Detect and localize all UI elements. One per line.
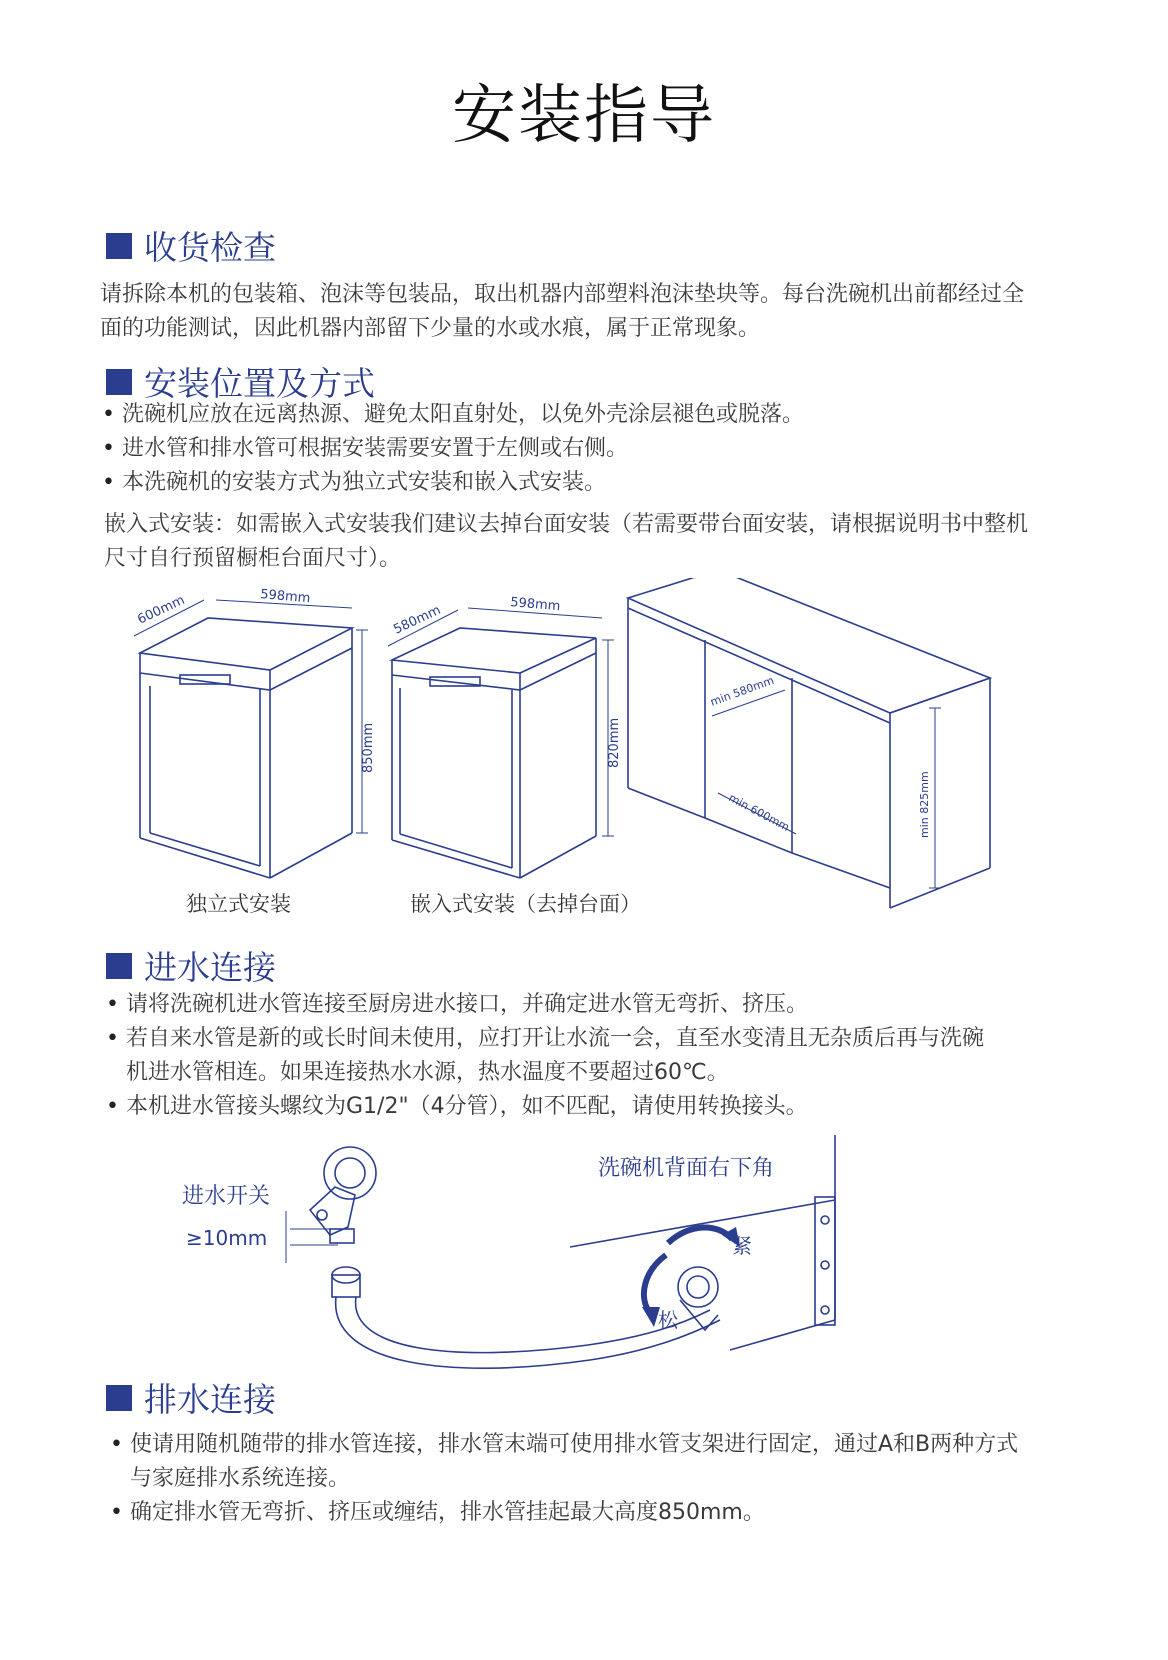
cabinet-min-width-label: min 600mm: [726, 791, 792, 834]
section-heading-text: 安装位置及方式: [144, 364, 375, 403]
freestanding-depth-label: 600mm: [135, 592, 188, 628]
section-heading-inlet: [106, 942, 276, 989]
list-item: • 本机进水管接头螺纹为G1/2"（4分管），如不匹配，请使用转换接头。: [104, 1090, 1004, 1124]
square-bullet-icon: [106, 953, 132, 979]
page-title: 安装指导: [452, 79, 716, 153]
cabinet-min-depth-label: min 580mm: [708, 673, 776, 709]
builtin-depth-label: 580mm: [391, 602, 444, 638]
section-heading-text: 收货检查: [144, 228, 276, 267]
gap-label: ≥10mm: [186, 1226, 268, 1250]
list-item: • 确定排水管无弯折、挤压或缠结，排水管挂起最大高度850mm。: [108, 1496, 1038, 1530]
cabinet-min-height-label: min 825mm: [918, 771, 931, 838]
valve-label: 进水开关: [182, 1184, 271, 1209]
section-heading-drain: [106, 1374, 276, 1421]
square-bullet-icon: [106, 1385, 132, 1411]
square-bullet-icon: [106, 369, 132, 395]
corner-label: 洗碗机背面右下角: [598, 1156, 775, 1181]
builtin-height-label: 820mm: [607, 717, 622, 768]
section-heading-text: 排水连接: [144, 1380, 276, 1419]
loosen-label: 松: [658, 1308, 678, 1332]
inlet-bullets: [104, 988, 1004, 1124]
section-heading-text: 进水连接: [144, 948, 276, 987]
cabinet-niche: [628, 578, 990, 908]
freestanding-height-label: 850mm: [361, 722, 376, 773]
hose-connector: [678, 1267, 718, 1330]
tighten-label: 紧: [732, 1234, 752, 1258]
section-heading-receipt: [106, 222, 276, 269]
inlet-diagram: [170, 1135, 870, 1390]
freestanding-dishwasher: [134, 600, 368, 878]
list-item: • 请将洗碗机进水管连接至厨房进水接口，并确定进水管无弯折、挤压。: [104, 988, 1004, 1022]
list-item: • 进水管和排水管可根据安装需要安置于左侧或右侧。: [100, 432, 1060, 466]
list-item: • 使请用随机随带的排水管连接，排水管末端可使用排水管支架进行固定，通过A和B两种方式与家庭排水系统连接。: [108, 1428, 1038, 1496]
position-bullets: [100, 398, 1060, 500]
list-item: • 洗碗机应放在远离热源、避免太阳直射处，以免外壳涂层褪色或脱落。: [100, 398, 1060, 432]
list-item: • 若自来水管是新的或长时间未使用，应打开让水流一会，直至水变清且无杂质后再与洗碗机进水管相连。如果连接热水水源，热水温度不要超过60℃。: [104, 1022, 1004, 1090]
installation-diagram: [120, 578, 1050, 933]
builtin-dishwasher: [388, 608, 614, 878]
drain-bullets: [108, 1428, 1038, 1530]
builtin-width-label: 598mm: [509, 595, 561, 615]
freestanding-width-label: 598mm: [259, 587, 311, 607]
square-bullet-icon: [106, 233, 132, 259]
water-valve-icon: [286, 1147, 376, 1263]
builtin-caption: 嵌入式安装（去掉台面）: [410, 892, 641, 916]
receipt-text: 请拆除本机的包装箱、泡沫等包装品，取出机器内部塑料泡沫垫块等。每台洗碗机出前都经过全面的功能测试，因此机器内部留下少量的水或水痕，属于正常现象。: [100, 282, 1025, 341]
freestanding-caption: 独立式安装: [186, 892, 291, 916]
list-item: • 本洗碗机的安装方式为独立式安装和嵌入式安装。: [100, 466, 1060, 500]
builtin-note: 嵌入式安装：如需嵌入式安装我们建议去掉台面安装（若需要带台面安装，请根据说明书中整机尺寸自行预留橱柜台面尺寸）。: [104, 512, 1029, 571]
tighten-arrow-icon: [668, 1227, 740, 1247]
